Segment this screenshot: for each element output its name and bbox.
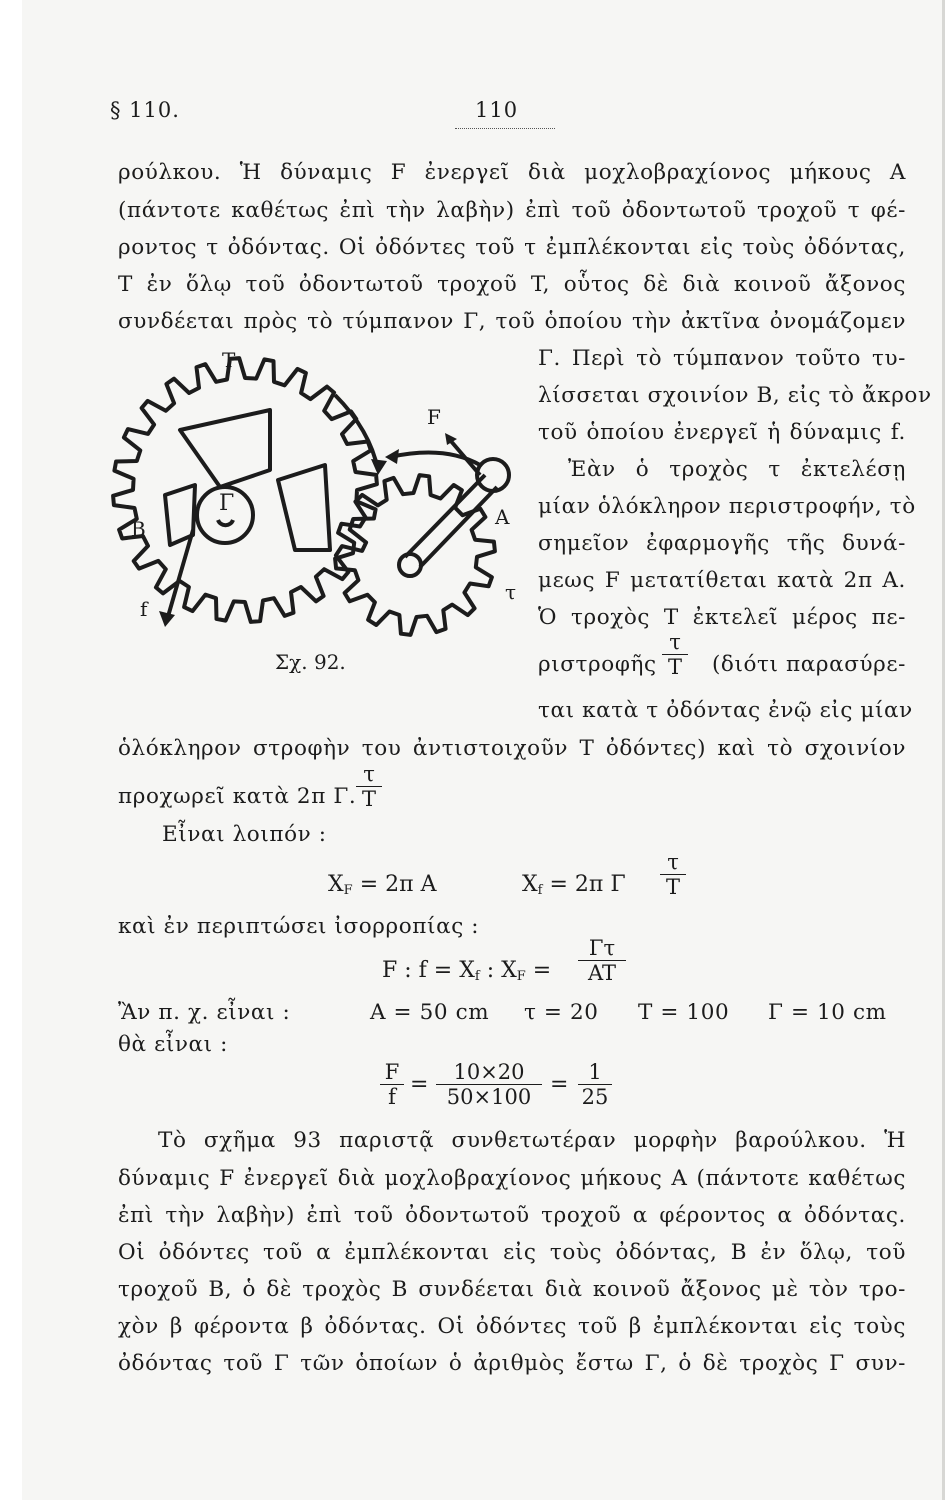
text-line: καὶ ἐν περιπτώσει ἰσορροπίας : [118,914,480,939]
fraction-denominator: T [665,875,680,899]
example-value: T = 100 [638,1000,730,1025]
text-line: δύναμις F ἐνεργεῖ διὰ μοχλοβραχίονος μήκους A (πάντοτε καθέτως [118,1166,906,1191]
label-A: A [495,505,510,529]
equation-Xf [522,872,626,904]
text-line: μίαν ὁλόκληρον περιστροφήν, τὸ [538,494,916,519]
fraction-denominator: T [361,787,376,811]
eq-part: F : f = X [382,958,475,983]
text-line: τροχοῦ B, ὁ δὲ τροχὸς B συνδέεται διὰ κοινοῦ ἄξονος μὲ τὸν τρο- [118,1277,906,1302]
fraction-numerator: 1 [578,1060,612,1085]
text-line: T ἐν ὅλῳ τοῦ ὀδοντωτοῦ τροχοῦ T, οὗτος δὲ διὰ κοινοῦ ἄξονος [118,272,906,297]
figure-92 [95,345,515,685]
equals-sign: = [550,1072,569,1097]
fraction-product [436,1060,542,1109]
fraction-denominator: f [388,1085,396,1109]
eq-symbol: X [328,872,344,897]
fraction-result [578,1060,612,1109]
text-line: Οἱ ὀδόντες τοῦ α ἐμπλέκονται εἰς τοὺς ὀδόντας, B ἐν ὅλῳ, τοῦ [118,1240,906,1265]
text-line: ἐπὶ τὴν λαβὴν) ἐπὶ τοῦ ὀδοντωτοῦ τροχοῦ α φέροντος α ὀδόντας. [118,1203,906,1228]
text-line: μεως F μετατίθεται κατὰ 2π A. [538,568,906,593]
example-value: A = 50 cm [370,1000,490,1025]
page-number: 110 [475,98,519,122]
force-F-arrow [450,440,480,475]
example-value: Γ = 10 cm [768,1000,887,1025]
arrowhead [159,611,175,627]
text-line: Ἂν π. χ. εἶναι : [118,1000,291,1025]
text-line: ροντος τ ὀδόντας. Οἱ ὀδόντες τοῦ τ ἐμπλέκονται εἰς τοὺς ὀδόντας, [118,235,906,260]
label-gamma: Γ [219,491,235,516]
gear-spoke-window [180,410,270,487]
arrowhead [385,449,399,464]
equals-sign: = [410,1072,429,1097]
gear-spoke-window [278,465,330,550]
header-rule [455,128,555,129]
gear-diagram [95,345,515,685]
eq-part: : X [479,958,517,983]
drum-hub [218,520,233,525]
fraction-numerator: 10×20 [436,1060,542,1085]
eq-subscript: f [474,969,480,984]
text-line: θὰ εἶναι : [118,1032,228,1057]
section-header: § 110. [110,98,180,122]
text-line: τοῦ ὁποίου ἐνεργεῖ ἡ δύναμις f. [538,420,906,445]
text-line: Εἶναι λοιπόν : [162,822,327,847]
text-line: Ἐὰν ὁ τροχὸς τ ἐκτελέσῃ [568,457,906,482]
label-tau: τ [505,580,517,604]
eq-rhs: = 2π A [359,872,437,897]
fraction-Gtau-over-AT [578,936,626,985]
fraction-numerator: Γτ [578,936,626,961]
label-f: f [140,597,148,621]
text-line: λίσσεται σχοινίον B, εἰς τὸ ἄκρον [538,383,932,408]
eq-part: = [525,958,552,983]
text-line: ρούλκου. Ἡ δύναμις F ἐνεργεῖ διὰ μοχλοβραχίονος μήκους A [118,160,906,185]
text-line: συνδέεται πρὸς τὸ τύμπανον Γ, τοῦ ὁποίου τὴν ἀκτῖνα ὀνομάζομεν [118,309,906,334]
fraction-tau-over-T [662,630,688,679]
eq-subscript: f [537,883,543,898]
fraction-numerator: F [380,1060,404,1085]
eq-subscript: F [516,969,526,984]
text-line: (πάντοτε καθέτως ἐπὶ τὴν λαβὴν) ἐπὶ τοῦ ὀδοντωτοῦ τροχοῦ τ φέ- [118,198,906,223]
crank-hub [399,554,421,576]
fraction-tau-over-T [356,762,382,811]
label-T: T [222,348,236,372]
text-line: σημεῖον ἐφαρμογῆς τῆς δυνά- [538,531,906,556]
text-line: προχωρεῖ κατὰ 2π Γ. [118,784,357,809]
text-line: ὀδόντας τοῦ Γ τῶν ὁποίων ὁ ἀριθμὸς ἔστω Γ, ὁ δὲ τροχὸς Γ συν- [118,1351,906,1376]
fraction-numerator: τ [660,850,686,875]
example-value: τ = 20 [524,1000,599,1025]
text-line: ται κατὰ τ ὀδόντας ἐνῷ εἰς μίαν [538,698,913,723]
eq-symbol: X [522,872,538,897]
figure-caption: Σχ. 92. [275,650,346,674]
equation-ratio [382,958,551,990]
fraction-denominator: 50×100 [446,1085,532,1109]
text-line: Γ. Περὶ τὸ τύμπανον τοῦτο τυ- [538,346,906,371]
eq-rhs: = 2π Γ [549,872,626,897]
fraction-F-over-f [380,1060,404,1109]
text-line: Τὸ σχῆμα 93 παριστᾷ συνθετωτέραν μορφὴν βαρούλκου. Ἡ [158,1128,906,1153]
fraction-numerator: τ [662,630,688,655]
text-line: χὸν β φέροντα β ὀδόντας. Οἱ ὀδόντες τοῦ β ἐμπλέκονται εἰς τοὺς [118,1314,906,1339]
label-F: F [427,405,441,429]
text-line: Ὁ τροχὸς T ἐκτελεῖ μέρος πε- [538,605,906,630]
text-line: ὁλόκληρον στροφὴν του ἀντιστοιχοῦν T ὀδόντες) καὶ τὸ σχοινίον [118,736,906,761]
fraction-numerator: τ [356,762,382,787]
crank-handle [477,459,509,491]
equation-XF [328,872,436,904]
fraction-denominator: AT [587,961,617,985]
fraction-tau-over-T [660,850,686,899]
fraction-denominator: 25 [581,1085,609,1109]
text-line: ριστροφῆς [538,652,657,677]
text-line: (διότι παρασύρε- [711,652,906,677]
eq-subscript: F [343,883,353,898]
label-B: B [131,517,146,541]
fraction-denominator: T [667,655,682,679]
